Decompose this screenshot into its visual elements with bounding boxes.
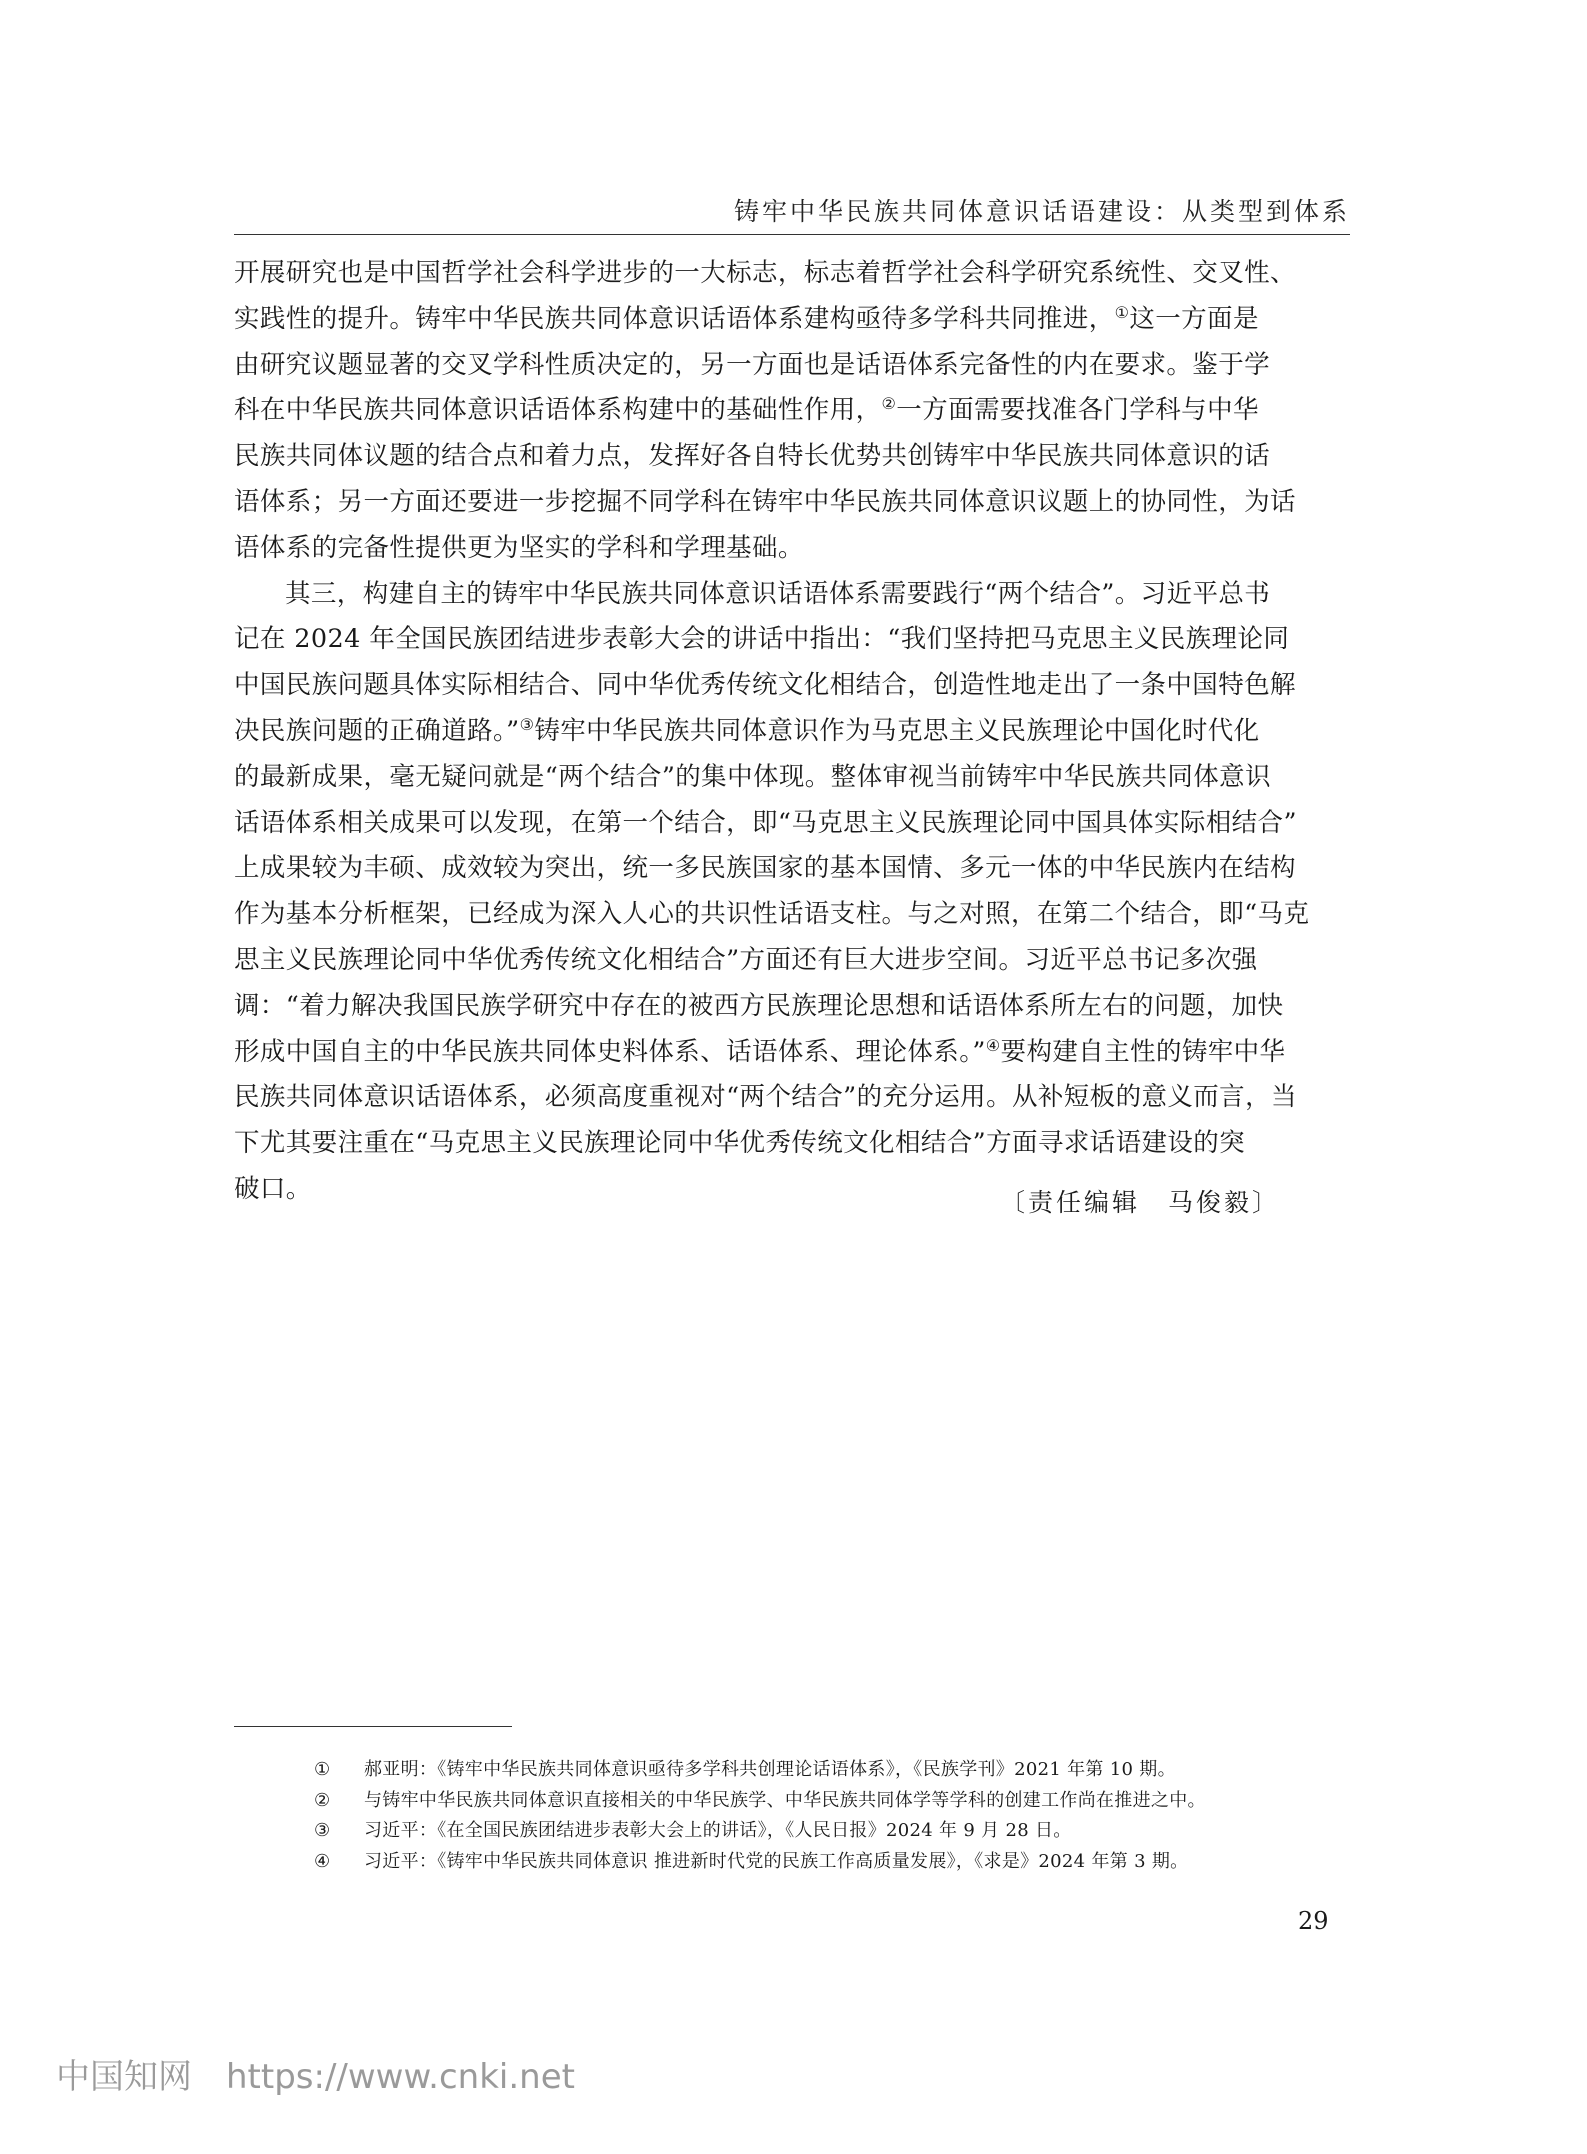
footnote-text: 与铸牢中华民族共同体意识直接相关的中华民族学、中华民族共同体学等学科的创建工作尚在推进之中。 [364, 1789, 1206, 1811]
text-line: 开展研究也是中国哲学社会科学进步的一大标志，标志着哲学社会科学研究系统性、交叉性、 [234, 258, 1296, 288]
page-number: 29 [1298, 1907, 1329, 1935]
footnote-ref[interactable]: ④ [985, 1035, 1001, 1055]
text-line: 科在中华民族共同体意识话语体系构建中的基础性作用，②一方面需要找准各门学科与中华 [234, 394, 1259, 426]
footnote-divider [234, 1726, 512, 1727]
footnote-mark: ④ [314, 1850, 331, 1872]
text-line: 破口。 [234, 1173, 312, 1204]
text-line: 调：“着力解决我国民族学研究中存在的被西方民族理论思想和话语体系所左右的问题，加快 [234, 990, 1284, 1021]
footnote [234, 1816, 1350, 1847]
text-line: 思主义民族理论同中华优秀传统文化相结合”方面还有巨大进步空间。习近平总书记多次强 [234, 944, 1258, 975]
header-divider [234, 234, 1350, 235]
text-line: 语体系；另一方面还要进一步挖掘不同学科在铸牢中华民族共同体意识议题上的协同性，为话 [234, 486, 1296, 517]
footnote-mark: ③ [314, 1820, 331, 1841]
watermark-url[interactable]: https://www.cnki.net [226, 2057, 575, 2097]
footnote-text: 习近平：《在全国民族团结进步表彰大会上的讲话》，《人民日报》2024 年 9 月 28 日。 [364, 1820, 1072, 1841]
footnote [234, 1847, 1350, 1878]
running-head: 铸牢中华民族共同体意识话语建设：从类型到体系 [733, 197, 1350, 226]
cnki-watermark [56, 2049, 575, 2098]
text-line: 作为基本分析框架，已经成为深入人心的共识性话语支柱。与之对照，在第二个结合，即“马克 [234, 899, 1310, 930]
text-line: 的最新成果，毫无疑问就是“两个结合”的集中体现。整体审视当前铸牢中华民族共同体意识 [234, 761, 1271, 792]
text-line: 中国民族问题具体实际相结合、同中华优秀传统文化相结合，创造性地走出了一条中国特色解 [234, 670, 1296, 701]
text-line: 记在 2024 年全国民族团结进步表彰大会的讲话中指出：“我们坚持把马克思主义民族理论同 [234, 624, 1290, 655]
footnote-mark: ② [314, 1789, 331, 1811]
text-line: 下尤其要注重在“马克思主义民族理论同中华优秀传统文化相结合”方面寻求话语建设的突 [234, 1128, 1246, 1159]
footnote-text: 郝亚明：《铸牢中华民族共同体意识亟待多学科共创理论话语体系》，《民族学刊》2021 年第 10 期。 [364, 1759, 1176, 1780]
footnote-ref[interactable]: ① [1114, 302, 1130, 322]
footnote [234, 1786, 1350, 1817]
text-line: 民族共同体意识话语体系，必须高度重视对“两个结合”的充分运用。从补短板的意义而言，当 [234, 1082, 1297, 1113]
footnotes [234, 1755, 1350, 1877]
text-line: 其三，构建自主的铸牢中华民族共同体意识话语体系需要践行“两个结合”。习近平总书 [285, 578, 1271, 609]
text-line: 由研究议题显著的交叉学科性质决定的，另一方面也是话语体系完备性的内在要求。鉴于学 [234, 349, 1271, 380]
text-line: 实践性的提升。铸牢中华民族共同体意识话语体系建构亟待多学科共同推进，①这一方面是 [234, 302, 1259, 334]
footnote-ref[interactable]: ② [881, 394, 897, 414]
paragraph [234, 572, 1350, 1213]
text-line: 决民族问题的正确道路。”③铸牢中华民族共同体意识作为马克思主义民族理论中国化时代化 [234, 714, 1260, 746]
text-line: 民族共同体议题的结合点和着力点，发挥好各自特长优势共创铸牢中华民族共同体意识的话 [234, 441, 1271, 472]
footnote-text: 习近平：《铸牢中华民族共同体意识 推进新时代党的民族工作高质量发展》，《求是》2024 年第 3 期。 [364, 1850, 1189, 1872]
text-line: 形成中国自主的中华民族共同体史料体系、话语体系、理论体系。”④要构建自主性的铸牢中华 [234, 1035, 1286, 1067]
text-line: 话语体系相关成果可以发现，在第一个结合，即“马克思主义民族理论同中国具体实际相结合” [234, 807, 1297, 838]
text-line: 语体系的完备性提供更为坚实的学科和学理基础。 [234, 532, 804, 563]
footnote [234, 1755, 1350, 1786]
text-line: 上成果较为丰硕、成效较为突出，统一多民族国家的基本国情、多元一体的中华民族内在结构 [234, 853, 1296, 884]
watermark-logo-text: 中国知网 [56, 2057, 192, 2097]
footnote-mark: ① [314, 1759, 331, 1780]
paragraph [234, 251, 1350, 572]
article-body [234, 251, 1350, 1213]
footnote-ref[interactable]: ③ [519, 714, 535, 734]
responsible-editor: 〔责任编辑 马俊毅〕 [1000, 1188, 1281, 1217]
